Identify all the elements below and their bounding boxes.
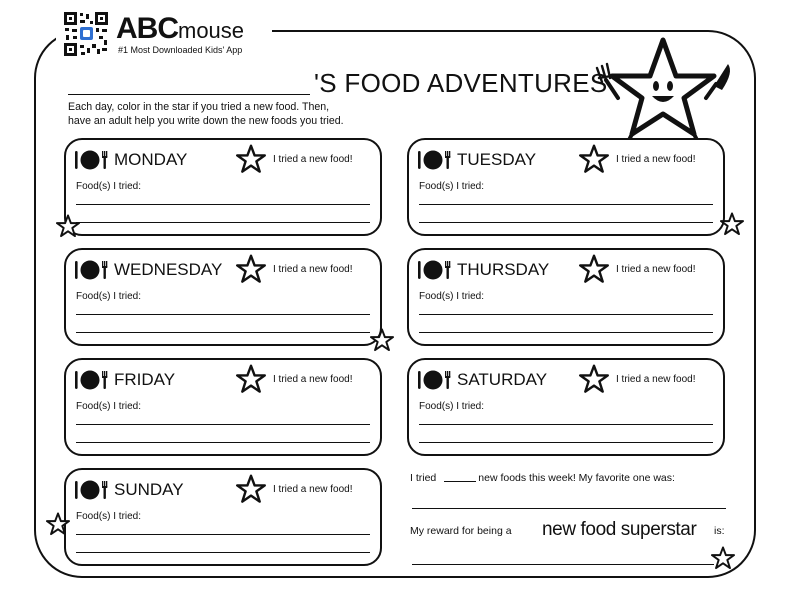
write-line[interactable] bbox=[76, 222, 370, 223]
plate-utensils-icon bbox=[74, 149, 108, 171]
write-line[interactable] bbox=[419, 424, 713, 425]
plate-utensils-icon bbox=[74, 259, 108, 281]
tried-label: I tried a new food! bbox=[273, 154, 353, 165]
day-name: SATURDAY bbox=[457, 370, 548, 389]
foods-label: Food(s) I tried: bbox=[419, 401, 485, 412]
foods-label: Food(s) I tried: bbox=[76, 291, 142, 302]
decorative-star-icon bbox=[370, 328, 394, 352]
star-mascot-icon bbox=[588, 36, 738, 150]
instructions-line-2: have an adult help you write down the new foods you tried. bbox=[68, 115, 344, 127]
write-line[interactable] bbox=[419, 314, 713, 315]
tried-label: I tried a new food! bbox=[616, 374, 696, 385]
abcmouse-logo: ABCmouse bbox=[116, 12, 245, 45]
tried-star-icon[interactable] bbox=[579, 364, 609, 394]
write-line[interactable] bbox=[419, 332, 713, 333]
day-name: FRIDAY bbox=[114, 370, 176, 389]
day-card-saturday bbox=[407, 358, 725, 456]
tried-star-icon[interactable] bbox=[236, 474, 266, 504]
day-name: THURSDAY bbox=[457, 260, 550, 279]
tried-label: I tried a new food! bbox=[273, 264, 353, 275]
write-line[interactable] bbox=[76, 424, 370, 425]
decorative-star-icon bbox=[46, 512, 70, 536]
instructions bbox=[68, 100, 398, 128]
count-suffix: new foods this week! My favorite one was: bbox=[478, 472, 675, 484]
tried-star-icon[interactable] bbox=[236, 254, 266, 284]
reward-highlight: new food superstar bbox=[542, 519, 697, 540]
favorite-food-line[interactable] bbox=[412, 508, 726, 509]
day-card-friday bbox=[64, 358, 382, 456]
tried-star-icon[interactable] bbox=[579, 144, 609, 174]
foods-label: Food(s) I tried: bbox=[76, 511, 142, 522]
tried-label: I tried a new food! bbox=[616, 154, 696, 165]
day-card-sunday bbox=[64, 468, 382, 566]
write-line[interactable] bbox=[76, 314, 370, 315]
plate-utensils-icon bbox=[417, 149, 451, 171]
reward-line[interactable] bbox=[412, 564, 714, 565]
day-card-tuesday bbox=[407, 138, 725, 236]
tried-label: I tried a new food! bbox=[273, 484, 353, 495]
day-card-wednesday bbox=[64, 248, 382, 346]
foods-label: Food(s) I tried: bbox=[419, 181, 485, 192]
plate-utensils-icon bbox=[74, 479, 108, 501]
day-card-thursday bbox=[407, 248, 725, 346]
day-card-monday bbox=[64, 138, 382, 236]
foods-label: Food(s) I tried: bbox=[419, 291, 485, 302]
write-line[interactable] bbox=[76, 442, 370, 443]
child-name-line bbox=[68, 94, 310, 95]
tried-star-icon[interactable] bbox=[236, 144, 266, 174]
tried-label: I tried a new food! bbox=[273, 374, 353, 385]
day-name: WEDNESDAY bbox=[114, 260, 223, 279]
plate-utensils-icon bbox=[74, 369, 108, 391]
worksheet-title: 'S FOOD ADVENTURES bbox=[314, 68, 608, 98]
tried-label: I tried a new food! bbox=[616, 264, 696, 275]
plate-utensils-icon bbox=[417, 369, 451, 391]
foods-label: Food(s) I tried: bbox=[76, 401, 142, 412]
weekly-summary bbox=[410, 472, 726, 572]
write-line[interactable] bbox=[419, 222, 713, 223]
write-line[interactable] bbox=[419, 204, 713, 205]
tried-star-icon[interactable] bbox=[579, 254, 609, 284]
day-name: MONDAY bbox=[114, 150, 188, 169]
plate-utensils-icon bbox=[417, 259, 451, 281]
write-line[interactable] bbox=[76, 552, 370, 553]
day-name: SUNDAY bbox=[114, 480, 184, 499]
decorative-star-icon bbox=[56, 214, 80, 238]
qr-code-icon bbox=[64, 12, 108, 56]
tried-star-icon[interactable] bbox=[236, 364, 266, 394]
summary-count-line bbox=[410, 472, 675, 485]
write-line[interactable] bbox=[76, 332, 370, 333]
write-line[interactable] bbox=[419, 442, 713, 443]
foods-label: Food(s) I tried: bbox=[76, 181, 142, 192]
instructions-line-1: Each day, color in the star if you tried a new food. Then, bbox=[68, 101, 330, 113]
decorative-star-icon bbox=[720, 212, 744, 236]
write-line[interactable] bbox=[76, 534, 370, 535]
logo-tagline: #1 Most Downloaded Kids' App bbox=[118, 45, 243, 55]
reward-prefix: My reward for being a bbox=[410, 525, 512, 537]
reward-suffix: is: bbox=[714, 525, 725, 537]
count-blank[interactable] bbox=[444, 481, 476, 482]
day-name: TUESDAY bbox=[457, 150, 537, 169]
count-prefix: I tried bbox=[410, 472, 437, 484]
write-line[interactable] bbox=[76, 204, 370, 205]
